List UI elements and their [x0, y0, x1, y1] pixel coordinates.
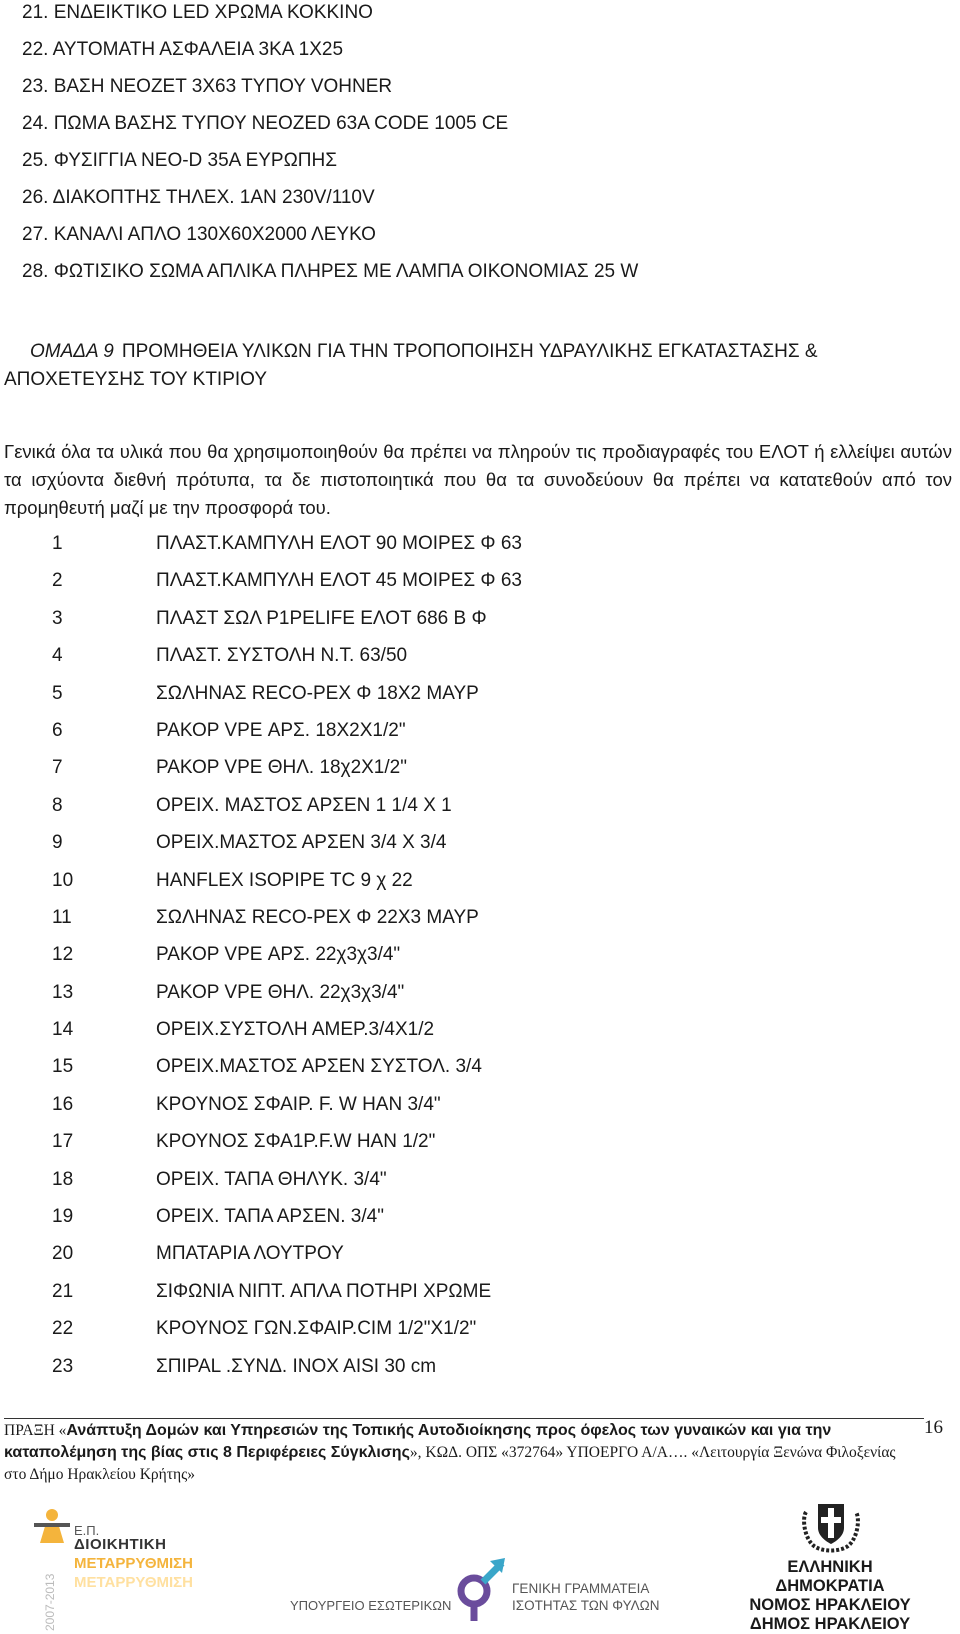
list-item	[52, 529, 522, 566]
item-number: 22	[52, 1318, 74, 1340]
gender-secretariat-label	[512, 1580, 660, 1614]
item-number: 10	[52, 869, 74, 891]
item-number: 14	[52, 1019, 74, 1041]
item-text: ΡΑΚΟΡ VPE ΘΗΛ. 22χ3χ3/4"	[156, 981, 405, 1003]
list-item: 22. ΑΥΤΟΜΑΤΗ ΑΣΦΑΛΕΙΑ 3ΚΑ 1Χ25	[22, 39, 344, 60]
item-text: ΚΡΟΥΝΟΣ ΓΩΝ.ΣΦΑΙΡ.CIM 1/2"Χ1/2"	[156, 1318, 477, 1340]
list-item: 25. ΦΥΣΙΓΓΙΑ ΝΕΟ-D 35A ΕΥΡΩΠΗΣ	[22, 150, 337, 171]
group-label: ΟΜΑΔΑ 9	[30, 341, 114, 362]
item-number: 17	[52, 1131, 74, 1153]
list-item: 28. ΦΩΤΙΣΙΚΟ ΣΩΜΑ ΑΠΛΙΚΑ ΠΛΗΡΕΣ ΜΕ ΛΑΜΠΑ ΟΙΚΟΝΟΜΙΑΣ 25 W	[22, 261, 639, 282]
svg-text:2007-2013: 2007-2013	[43, 1573, 57, 1631]
item-number: 3	[52, 607, 63, 629]
item-text: ΟΡΕΙΧ.ΜΑΣΤΟΣ ΑΡΣΕΝ 3/4 Χ 3/4	[156, 832, 447, 854]
item-text: ΡΑΚΟΡ VPE ΘΗΛ. 18χ2Χ1/2"	[156, 757, 407, 779]
item-number: 5	[52, 682, 63, 704]
item-text: ΚΡΟΥΝΟΣ ΣΦΑΙΡ. F. W ΗΑΝ 3/4"	[156, 1093, 441, 1115]
list-item	[52, 1165, 522, 1202]
person-icon	[32, 1505, 72, 1545]
ministry-label: ΥΠΟΥΡΓΕΙΟ ΕΣΩΤΕΡΙΚΩΝ	[290, 1598, 452, 1613]
item-text: ΣΠΙΡΑL .ΣΥΝΔ. INOX AISI 30 cm	[156, 1355, 437, 1377]
footer-project-title: Ανάπτυξη Δομών και Υπηρεσιών της Τοπικής Αυτοδιοίκησης προς όφελος των γυναικών και για την καταπολέμηση της βίας στις 8 Περιφέρειες Σύγκλισης	[4, 1422, 832, 1461]
item-number: 20	[52, 1243, 74, 1265]
list-item	[52, 753, 522, 790]
footer-divider	[4, 1418, 924, 1419]
item-number: 18	[52, 1168, 74, 1190]
list-item	[52, 641, 522, 678]
list-item	[52, 1277, 522, 1314]
admin-reform-logo	[32, 1505, 202, 1630]
list-item	[52, 1202, 522, 1239]
list-item: 26. ΔΙΑΚΟΠΤΗΣ ΤΗΛΕΧ. 1ΑΝ 230V/110V	[22, 187, 375, 208]
gender-secretariat-line-1: ΓΕΝΙΚΗ ΓΡΑΜΜΑΤΕΙΑ	[512, 1581, 650, 1596]
item-text: ΟΡΕΙΧ. ΤΑΠΑ ΘΗΛΥΚ. 3/4"	[156, 1168, 387, 1190]
item-number: 9	[52, 832, 63, 854]
item-text: ΜΠΑΤΑΡΙΑ ΛΟΥΤΡΟΥ	[156, 1243, 344, 1265]
list-item	[52, 604, 522, 641]
logo-ep-label: Ε.Π.	[74, 1523, 100, 1538]
list-item	[52, 940, 522, 977]
item-number: 6	[52, 719, 63, 741]
item-number: 1	[52, 533, 63, 554]
item-text: ΠΛΑΣΤ. ΣΥΣΤΟΛΗ Ν.Τ. 63/50	[156, 645, 408, 667]
group-heading	[4, 338, 950, 394]
item-number: 2	[52, 570, 63, 592]
list-item	[52, 566, 522, 603]
years-vertical-label	[42, 1543, 58, 1633]
item-number: 4	[52, 645, 63, 667]
list-item: 23. ΒΑΣΗ ΝΕΟΖΕΤ 3Χ63 ΤΥΠΟΥ VOHNER	[22, 76, 393, 97]
hellenic-line-2: ΔΗΜΟΚΡΑΤΙΑ	[775, 1577, 885, 1595]
gender-symbol-icon	[450, 1553, 510, 1623]
item-text: ΠΛΑΣΤ.ΚΑΜΠΥΛΗ ΕΛΟΤ 45 ΜΟΙΡΕΣ Φ 63	[156, 570, 523, 592]
item-number: 11	[52, 906, 72, 928]
list-item	[52, 978, 522, 1015]
list-item	[52, 1314, 522, 1351]
page-number: 16	[924, 1417, 943, 1438]
item-number: 12	[52, 944, 74, 966]
coat-of-arms-icon	[800, 1498, 862, 1556]
list-item: 24. ΠΩΜΑ ΒΑΣΗΣ ΤΥΠΟΥ ΝΕΟΖΕD 63A CODE 1005 CE	[22, 113, 509, 134]
item-text: ΣΙΦΩΝΙΑ ΝΙΠΤ. ΑΠΛΑ ΠΟΤΗΡΙ ΧΡΩΜΕ	[156, 1280, 492, 1302]
list-item	[52, 828, 522, 865]
footer-text	[4, 1420, 914, 1486]
item-number: 21	[52, 1280, 74, 1302]
list-item	[52, 903, 522, 940]
list-item: 21. ΕΝΔΕΙΚΤΙΚΟ LED ΧΡΩΜΑ ΚΟΚΚΙΝΟ	[22, 2, 373, 23]
item-number: 16	[52, 1093, 74, 1115]
list-item	[52, 679, 522, 716]
group-title: ΠΡΟΜΗΘΕΙΑ ΥΛΙΚΩΝ ΓΙΑ ΤΗΝ ΤΡΟΠΟΠΟΙΗΣΗ ΥΔΡΑΥΛΙΚΗΣ ΕΓΚΑΤΑΣΤΑΣΗΣ & ΑΠΟΧΕΤΕΥΣΗΣ ΤΟΥ ΚΤΙΡΙΟΥ	[4, 341, 818, 390]
item-number: 15	[52, 1056, 74, 1078]
intro-paragraph: Γενικά όλα τα υλικά που θα χρησιμοποιηθούν θα πρέπει να πληρούν τις προδιαγραφές του ΕΛΟΤ ή ελλείψει αυτών τα ισχύοντα διεθνή πρότυπα, τα δε πιστοποιητικά που θα τα συνοδεύουν θα πρέπει να κατατεθούν από τον προμηθευτή μαζί με την προσφορά του.	[4, 440, 952, 518]
list-item: 27. ΚΑΝΑΛΙ ΑΠΛΟ 130Χ60Χ2000 ΛΕΥΚΟ	[22, 224, 376, 245]
item-number: 7	[52, 757, 63, 779]
item-text: HANFLEX ISOPIPE TC 9 χ 22	[156, 869, 413, 891]
gender-secretariat-line-2: ΙΣΟΤΗΤΑΣ ΤΩΝ ΦΥΛΩΝ	[512, 1598, 660, 1613]
list-item	[52, 716, 522, 753]
materials-list	[52, 529, 522, 1389]
list-item	[52, 791, 522, 828]
item-text: ΡΑΚΟΡ VPE ΑΡΣ. 22χ3χ3/4"	[156, 944, 401, 966]
item-text: ΡΑΚΟΡ VPE ΑΡΣ. 18Χ2Χ1/2"	[156, 719, 406, 741]
list-item	[52, 1015, 522, 1052]
item-text: ΟΡΕΙΧ. ΜΑΣΤΟΣ ΑΡΣΕΝ 1 1/4 Χ 1	[156, 794, 452, 816]
item-text: ΚΡΟΥΝΟΣ ΣΦΑ1Ρ.F.W ΗΑΝ 1/2"	[156, 1131, 436, 1153]
item-number: 19	[52, 1206, 74, 1228]
list-item	[52, 866, 522, 903]
hellenic-line-1: ΕΛΛΗΝΙΚΗ	[787, 1558, 873, 1576]
list-item	[52, 1127, 522, 1164]
item-number: 23	[52, 1355, 74, 1377]
item-text: ΣΩΛΗΝΑΣ RECO-PEX Φ 22Χ3 ΜΑΥΡ	[156, 906, 479, 928]
item-text: ΣΩΛΗΝΑΣ RECO-PEX Φ 18Χ2 ΜΑΥΡ	[156, 682, 479, 704]
logo-line-2: ΜΕΤΑΡΡΥΘΜΙΣΗ	[74, 1555, 193, 1572]
list-item	[52, 1052, 522, 1089]
hellenic-line-4: ΔΗΜΟΣ ΗΡΑΚΛΕΙΟΥ	[749, 1615, 911, 1633]
logo-line-1: ΔΙΟΙΚΗΤΙΚΗ	[74, 1536, 167, 1553]
item-text: ΟΡΕΙΧ. ΤΑΠΑ ΑΡΣΕΝ. 3/4"	[156, 1206, 384, 1228]
list-item	[52, 1090, 522, 1127]
hellenic-line-3: ΝΟΜΟΣ ΗΡΑΚΛΕΙΟΥ	[749, 1596, 911, 1614]
list-item	[52, 1352, 522, 1389]
item-text: ΠΛΑΣΤ ΣΩΛ P1PELIFE ΕΛΟΤ 686 Β Φ	[156, 607, 487, 629]
top-item-list	[22, 0, 638, 296]
footer-prefix: ΠΡΑΞΗ «	[4, 1422, 67, 1439]
list-item	[52, 1239, 522, 1276]
item-text: ΟΡΕΙΧ.ΣΥΣΤΟΛΗ ΑΜΕΡ.3/4Χ1/2	[156, 1019, 435, 1041]
logo-line-3: ΜΕΤΑΡΡΥΘΜΙΣΗ	[74, 1574, 193, 1591]
item-text: ΟΡΕΙΧ.ΜΑΣΤΟΣ ΑΡΣΕΝ ΣΥΣΤΟΛ. 3/4	[156, 1056, 482, 1078]
item-number: 13	[52, 981, 74, 1003]
hellenic-republic-block	[725, 1558, 935, 1634]
footer-suffix: », ΚΩΔ. ΟΠΣ «372764» ΥΠΟΕΡΓΟ Α/Α…. «Λειτουργία Ξενώνα Φιλοξενίας στο Δήμο Ηρακλείου Κρήτης»	[4, 1444, 896, 1483]
item-number: 8	[52, 794, 63, 816]
item-text: ΠΛΑΣΤ.ΚΑΜΠΥΛΗ ΕΛΟΤ 90 ΜΟΙΡΕΣ Φ 63	[156, 533, 523, 554]
